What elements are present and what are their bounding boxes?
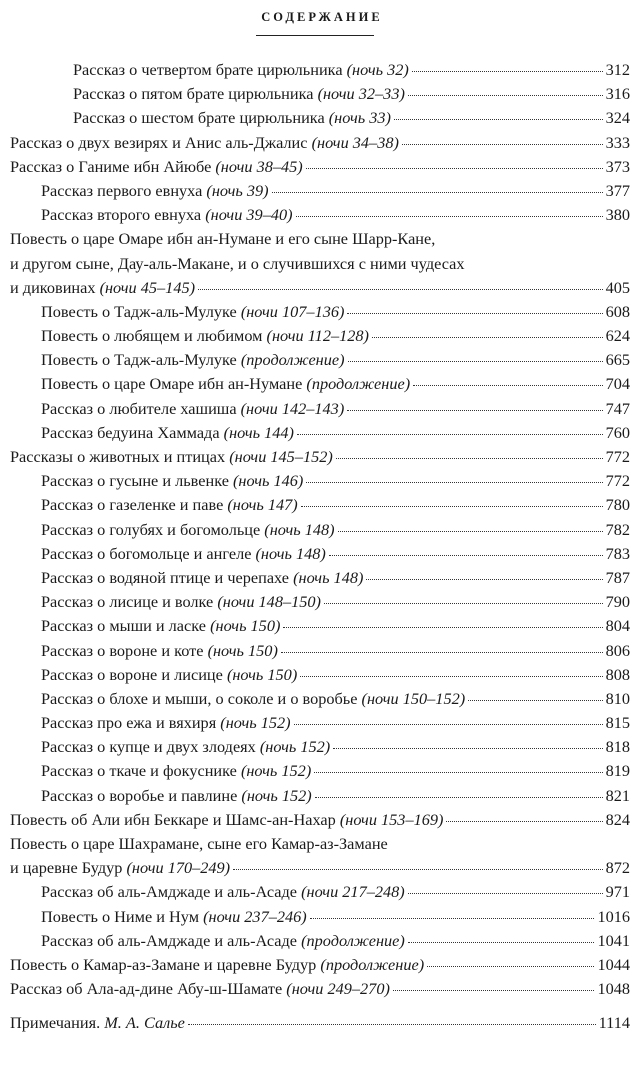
entry-page: 821 bbox=[605, 785, 630, 805]
entry-title: Рассказ о двух везирях и Анис аль-Джалис bbox=[10, 132, 308, 152]
toc-entry bbox=[0, 300, 630, 324]
toc-entry bbox=[0, 82, 630, 106]
entry-title: Повесть о царе Омаре ибн ан-Нумане bbox=[41, 374, 303, 394]
entry-page: 333 bbox=[605, 132, 630, 152]
leader-dots bbox=[283, 627, 602, 628]
entry-title: Рассказ о блохе и мыши, о соколе и о воробье bbox=[41, 688, 358, 708]
entry-page: 787 bbox=[605, 567, 630, 587]
entry-title: Рассказ о купце и двух злодеях bbox=[41, 737, 256, 757]
entry-page: 872 bbox=[605, 858, 630, 878]
toc-entry bbox=[0, 905, 630, 929]
leader-dots bbox=[314, 772, 602, 773]
leader-dots bbox=[333, 748, 602, 749]
entry-title: Рассказ о лисице и волке bbox=[41, 592, 214, 612]
toc-entry bbox=[0, 614, 630, 638]
leader-dots bbox=[348, 361, 603, 362]
entry-nights: (ночь 147) bbox=[227, 495, 298, 515]
entry-nights: (ночи 170–249) bbox=[126, 858, 231, 878]
toc-entry bbox=[0, 106, 630, 130]
entry-title: Рассказ о любителе хашиша bbox=[41, 398, 237, 418]
entry-nights: (ночь 152) bbox=[220, 713, 291, 733]
leader-dots bbox=[408, 95, 603, 96]
entry-page: 804 bbox=[605, 616, 630, 636]
toc-entry bbox=[0, 155, 630, 179]
entry-title: Рассказ бедуина Хаммада bbox=[41, 422, 220, 442]
leader-dots bbox=[393, 990, 595, 991]
entry-page: 806 bbox=[605, 640, 630, 660]
entry-nights: (ночи 107–136) bbox=[240, 301, 345, 321]
entry-page: 665 bbox=[605, 350, 630, 370]
toc-entry bbox=[0, 735, 630, 759]
entry-nights: (ночи 45–145) bbox=[99, 277, 196, 297]
toc-entry bbox=[0, 711, 630, 735]
entry-title: Повесть о Тадж-аль-Мулуке bbox=[41, 301, 237, 321]
entry-page: 790 bbox=[605, 592, 630, 612]
leader-dots bbox=[408, 893, 603, 894]
entry-nights: (продолжение) bbox=[301, 930, 405, 950]
entry-page: 815 bbox=[605, 713, 630, 733]
leader-dots bbox=[198, 289, 603, 290]
entry-nights: (продолжение) bbox=[306, 374, 411, 394]
entry-page: 624 bbox=[605, 326, 630, 346]
entry-page: 810 bbox=[605, 688, 630, 708]
entry-nights: (ночи 237–246) bbox=[203, 906, 307, 926]
entry-nights: (ночь 150) bbox=[210, 616, 281, 636]
entry-nights: (ночи 38–45) bbox=[215, 156, 303, 176]
entry-nights: (ночь 144) bbox=[223, 422, 294, 442]
leader-dots bbox=[413, 385, 602, 386]
toc-entry bbox=[0, 131, 630, 155]
entry-title: Рассказ о вороне и коте bbox=[41, 640, 204, 660]
leader-dots bbox=[306, 168, 603, 169]
header-rule bbox=[256, 35, 374, 36]
entry-nights: (ночи 39–40) bbox=[205, 205, 293, 225]
toc-entry bbox=[0, 663, 630, 687]
leader-dots bbox=[366, 579, 602, 580]
entry-nights: (ночи 148–150) bbox=[217, 592, 321, 612]
leader-dots bbox=[324, 603, 603, 604]
leader-dots bbox=[338, 531, 603, 532]
toc-entry bbox=[0, 179, 630, 203]
toc-entry bbox=[0, 348, 630, 372]
toc-entry bbox=[0, 469, 630, 493]
toc-entry bbox=[0, 518, 630, 542]
toc-entry bbox=[0, 759, 630, 783]
entry-nights: (ночи 249–270) bbox=[286, 979, 390, 999]
toc-entry bbox=[0, 880, 630, 904]
toc-entry bbox=[0, 784, 630, 808]
entry-nights: (ночи 145–152) bbox=[229, 447, 333, 467]
leader-dots bbox=[347, 410, 602, 411]
leader-dots bbox=[281, 652, 603, 653]
leader-dots bbox=[468, 700, 602, 701]
toc-entry bbox=[0, 639, 630, 663]
toc-entry bbox=[0, 808, 630, 832]
entry-page: 783 bbox=[605, 543, 630, 563]
toc-entry bbox=[0, 445, 630, 469]
toc-entry-notes bbox=[0, 1011, 630, 1035]
entry-title: и диковинах bbox=[10, 277, 96, 297]
entry-page: 377 bbox=[605, 180, 630, 200]
leader-dots bbox=[412, 71, 603, 72]
entry-nights: (продолжение) bbox=[240, 350, 345, 370]
entry-page: 312 bbox=[605, 60, 630, 79]
entry-nights: (ночи 150–152) bbox=[361, 688, 466, 708]
entry-nights: (ночь 152) bbox=[259, 737, 331, 757]
toc-entry bbox=[0, 372, 630, 396]
entry-nights: (ночь 148) bbox=[264, 519, 335, 539]
entry-title: Рассказ о гусыне и львенке bbox=[41, 471, 229, 491]
entry-nights: (ночи 217–248) bbox=[301, 882, 405, 902]
entry-title: Рассказ об аль-Амджаде и аль-Асаде bbox=[41, 882, 298, 902]
entry-page: 1041 bbox=[597, 930, 630, 950]
entry-title: Рассказ об аль-Амджаде и аль-Асаде bbox=[41, 930, 298, 950]
leader-dots bbox=[394, 119, 603, 120]
toc-entry bbox=[0, 953, 630, 977]
entry-page: 819 bbox=[605, 761, 630, 781]
entry-page: 608 bbox=[605, 301, 630, 321]
entry-page: 760 bbox=[605, 422, 630, 442]
entry-title: Рассказ о богомольце и ангеле bbox=[41, 543, 252, 563]
toc-entry-multiline bbox=[0, 832, 630, 880]
entry-line: и другом сыне, Дау-аль-Макане, и о случившихся с ними чудесах bbox=[10, 253, 465, 273]
entry-line: Повесть о царе Омаре ибн ан-Нумане и его сыне Шарр-Кане, bbox=[10, 229, 436, 249]
entry-page: 704 bbox=[605, 374, 630, 394]
entry-page: 380 bbox=[605, 205, 630, 225]
entry-page: 405 bbox=[605, 277, 630, 297]
entry-title: Рассказ о мыши и ласке bbox=[41, 616, 206, 636]
leader-dots bbox=[188, 1024, 596, 1025]
entry-nights: (ночь 148) bbox=[293, 567, 364, 587]
toc-entry bbox=[0, 929, 630, 953]
entry-page: 772 bbox=[605, 447, 630, 467]
toc-entry-multiline bbox=[0, 227, 630, 300]
entry-page: 971 bbox=[605, 882, 630, 902]
entry-page: 782 bbox=[605, 519, 630, 539]
entry-title: Рассказ о газеленке и паве bbox=[41, 495, 224, 515]
entry-title: Рассказ о ткаче и фокуснике bbox=[41, 761, 237, 781]
entry-page: 1016 bbox=[597, 906, 630, 926]
entry-title: Рассказ о воробье и павлине bbox=[41, 785, 238, 805]
entry-nights: (ночь 39) bbox=[206, 180, 269, 200]
entry-title: Повесть о любящем и любимом bbox=[41, 326, 263, 346]
entry-nights: (ночь 33) bbox=[328, 108, 391, 128]
entry-title: Рассказ о Ганиме ибн Айюбе bbox=[10, 156, 212, 176]
entry-page: 747 bbox=[605, 398, 630, 418]
entry-title: Рассказ о водяной птице и черепахе bbox=[41, 567, 290, 587]
toc-entry bbox=[0, 58, 630, 82]
entry-title: Повесть о Тадж-аль-Мулуке bbox=[41, 350, 237, 370]
leader-dots bbox=[446, 821, 602, 822]
entry-title: Рассказ о вороне и лисице bbox=[41, 664, 223, 684]
entry-title: Повесть об Али ибн Беккаре и Шамс-ан-Нахар bbox=[10, 809, 336, 829]
toc-entry bbox=[0, 493, 630, 517]
leader-dots bbox=[301, 506, 603, 507]
toc-entry bbox=[0, 421, 630, 445]
leader-dots bbox=[427, 966, 594, 967]
entry-page: 772 bbox=[605, 471, 630, 491]
toc-entry bbox=[0, 397, 630, 421]
leader-dots bbox=[272, 192, 603, 193]
leader-dots bbox=[296, 216, 603, 217]
leader-dots bbox=[306, 482, 602, 483]
entry-page: 324 bbox=[605, 108, 630, 128]
entry-title: Примечания. bbox=[10, 1013, 101, 1033]
entry-nights: (ночь 152) bbox=[241, 785, 312, 805]
toc-entry bbox=[0, 542, 630, 566]
toc-entry bbox=[0, 203, 630, 227]
entry-nights: (продолжение) bbox=[320, 955, 425, 975]
entry-title: Повесть о Камар-аз-Замане и царевне Будур bbox=[10, 955, 317, 975]
leader-dots bbox=[315, 797, 603, 798]
entry-page: 1114 bbox=[598, 1013, 630, 1033]
entry-title: Рассказ про ежа и вяхиря bbox=[41, 713, 217, 733]
leader-dots bbox=[402, 144, 603, 145]
entry-title: Рассказ о четвертом брате цирюльника bbox=[73, 60, 343, 79]
entry-page: 316 bbox=[605, 84, 630, 104]
entry-nights: (ночи 112–128) bbox=[266, 326, 369, 346]
entry-nights: (ночь 146) bbox=[233, 471, 304, 491]
leader-dots bbox=[372, 337, 603, 338]
entry-nights: (ночи 32–33) bbox=[317, 84, 405, 104]
entry-title: Рассказ второго евнуха bbox=[41, 205, 202, 225]
toc-entry bbox=[0, 590, 630, 614]
leader-dots bbox=[310, 918, 595, 919]
leader-dots bbox=[294, 724, 603, 725]
leader-dots bbox=[329, 555, 603, 556]
entry-nights: (ночи 142–143) bbox=[240, 398, 345, 418]
entry-title: Рассказ о пятом брате цирюльника bbox=[73, 84, 314, 104]
leader-dots bbox=[297, 434, 603, 435]
entry-line: Повесть о царе Шахрамане, сыне его Камар-аз-Замане bbox=[10, 834, 388, 854]
leader-dots bbox=[408, 942, 595, 943]
entry-author: М. А. Салье bbox=[104, 1013, 185, 1033]
entry-nights: (ночь 150) bbox=[226, 664, 298, 684]
entry-nights: (ночь 152) bbox=[240, 761, 312, 781]
leader-dots bbox=[347, 313, 602, 314]
entry-page: 780 bbox=[605, 495, 630, 515]
entry-page: 1044 bbox=[597, 955, 630, 975]
entry-nights: (ночь 150) bbox=[207, 640, 278, 660]
leader-dots bbox=[336, 458, 603, 459]
entry-nights: (ночь 32) bbox=[346, 60, 409, 79]
entry-page: 1048 bbox=[597, 979, 630, 999]
entry-title: и царевне Будур bbox=[10, 858, 123, 878]
entry-nights: (ночь 148) bbox=[255, 543, 326, 563]
page-header: СОДЕРЖАНИЕ bbox=[261, 10, 383, 24]
entry-title: Рассказ о шестом брате цирюльника bbox=[73, 108, 325, 128]
table-of-contents bbox=[0, 58, 644, 1036]
entry-page: 818 bbox=[605, 737, 630, 757]
entry-page: 824 bbox=[605, 809, 630, 829]
toc-entry bbox=[0, 977, 630, 1001]
toc-entry bbox=[0, 324, 630, 348]
leader-dots bbox=[300, 676, 602, 677]
entry-nights: (ночи 34–38) bbox=[311, 132, 399, 152]
entry-page: 373 bbox=[605, 156, 630, 176]
entry-title: Рассказ об Ала-ад-дине Абу-ш-Шамате bbox=[10, 979, 283, 999]
toc-entry bbox=[0, 687, 630, 711]
entry-title: Рассказ о голубях и богомольце bbox=[41, 519, 261, 539]
entry-title: Рассказы о животных и птицах bbox=[10, 447, 226, 467]
entry-nights: (ночи 153–169) bbox=[339, 809, 444, 829]
entry-title: Повесть о Ниме и Нум bbox=[41, 906, 200, 926]
toc-entry bbox=[0, 566, 630, 590]
entry-page: 808 bbox=[605, 664, 630, 684]
leader-dots bbox=[233, 869, 602, 870]
entry-title: Рассказ первого евнуха bbox=[41, 180, 203, 200]
